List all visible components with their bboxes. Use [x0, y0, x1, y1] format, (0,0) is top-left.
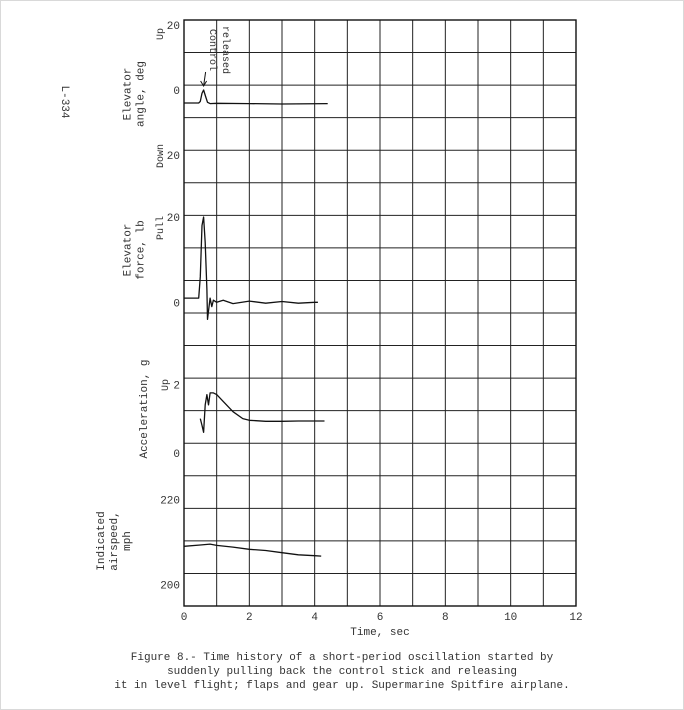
y-tick-label: 200: [160, 580, 180, 593]
y-tick-label: 0: [173, 86, 180, 98]
y-axis-label: Acceleration, g: [139, 359, 151, 459]
direction-label-up: Up: [156, 27, 167, 41]
x-axis-label: Time, sec: [350, 627, 410, 639]
x-tick-label: 10: [504, 612, 518, 624]
y-axis-label: airspeed,: [109, 511, 121, 571]
x-tick-label: 2: [246, 612, 253, 624]
annotation-label: released: [219, 25, 230, 75]
x-tick-label: 12: [569, 612, 583, 624]
y-tick-label: 2: [173, 380, 180, 393]
page-stamp: L-334: [58, 85, 70, 119]
x-tick-label: 0: [180, 612, 188, 624]
figure-caption: [100, 651, 584, 693]
trace-acceleration: [200, 393, 324, 432]
y-tick-label: 0: [173, 298, 180, 311]
trace-elevator_angle: [184, 90, 328, 104]
y-axis-label: Elevator: [122, 67, 135, 121]
annotation-label: Control: [206, 28, 217, 72]
y-tick-label: 20: [166, 21, 180, 33]
y-axis-label: Elevator: [122, 223, 135, 277]
x-tick-label: 8: [442, 612, 449, 624]
x-tick-label: 4: [311, 612, 318, 624]
y-axis-label: Indicated: [96, 511, 108, 571]
caption-line-1: Figure 8.- Time history of a short-period oscillation started by: [130, 652, 554, 664]
y-tick-label: 220: [160, 495, 180, 508]
caption-line-2: suddenly pulling back the control stick and releasing: [167, 666, 517, 678]
x-tick-label: 6: [376, 612, 384, 624]
y-axis-label: mph: [122, 531, 134, 551]
y-axis-label: force, lb: [135, 220, 148, 280]
direction-label-up: Up: [161, 378, 172, 392]
trace-elevator_force: [184, 217, 318, 319]
direction-label-down: Down: [156, 143, 167, 169]
y-tick-label: 20: [166, 151, 180, 163]
y-axis-label: angle, deg: [135, 60, 148, 128]
y-tick-label: 0: [173, 448, 180, 461]
y-tick-label: 20: [166, 213, 180, 225]
direction-label-up: Pull: [156, 215, 167, 241]
caption-line-3: it in level flight; flaps and gear up. Supermarine Spitfire airplane.: [114, 680, 570, 692]
trace-airspeed: [184, 544, 321, 556]
